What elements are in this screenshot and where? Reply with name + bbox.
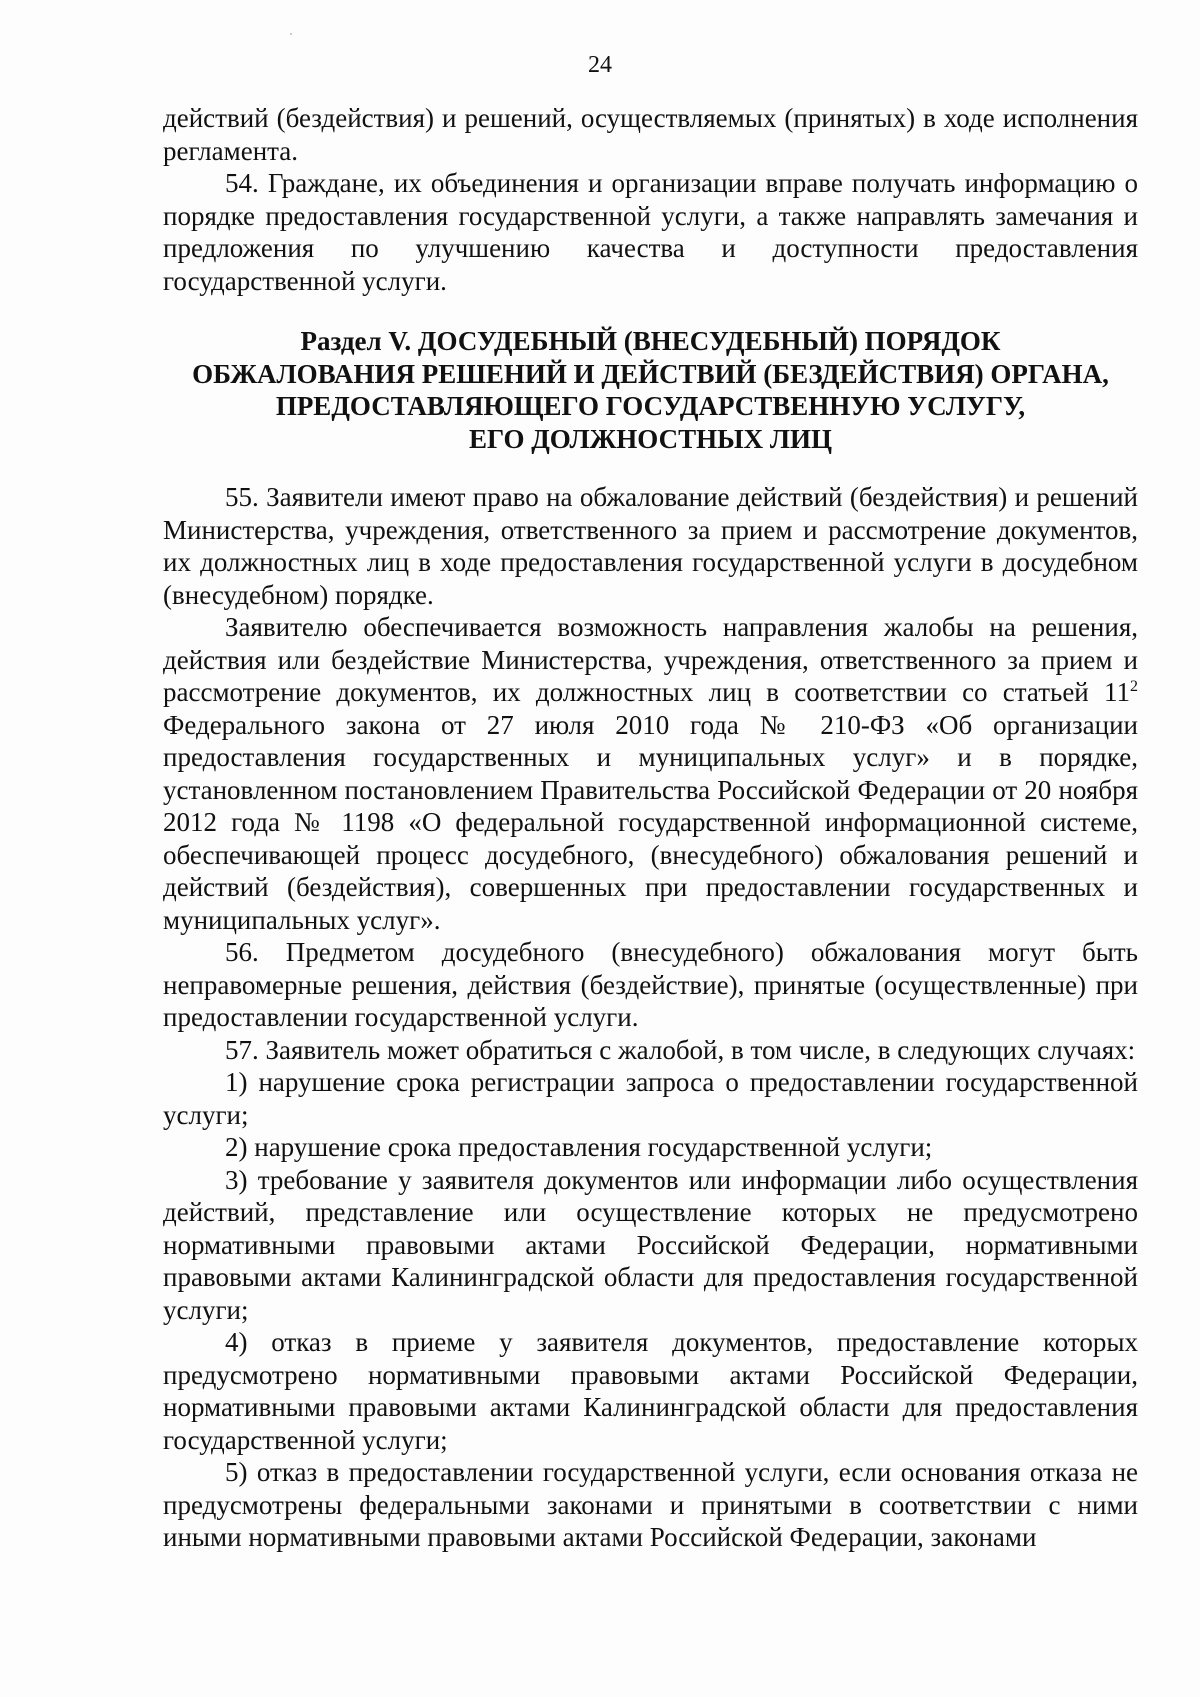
section-title-line: ПРЕДОСТАВЛЯЮЩЕГО ГОСУДАРСТВЕННУЮ УСЛУГУ, bbox=[275, 391, 1026, 421]
paragraph-55-complaint-right bbox=[163, 611, 1138, 936]
list-item: 3) требование у заявителя документов или информации либо осуществления действий, представление или осуществление которых не предусмотрено нормативными правовыми актами Российской Федерации, нормативными правовыми актами Калининградской области для предоставления государственной услуги; bbox=[163, 1164, 1138, 1325]
scan-speck bbox=[290, 33, 292, 35]
list-item: 2) нарушение срока предоставления государственной услуги; bbox=[225, 1132, 933, 1162]
section-title-line: ОБЖАЛОВАНИЯ РЕШЕНИЙ И ДЕЙСТВИЙ (БЕЗДЕЙСТВИЯ) ОРГАНА, bbox=[192, 358, 1109, 389]
paragraph-57: 57. Заявитель может обратиться с жалобой, в том числе, в следующих случаях: bbox=[225, 1034, 1136, 1065]
paragraph-55b-part1: Заявителю обеспечивается возможность направления жалобы на решения, действия или бездействие Министерства, учреждения, ответственного за прием и рассмотрение документов, их должностных лиц в соответствии со статьей 11 bbox=[163, 612, 1138, 707]
document-body bbox=[163, 102, 1138, 1554]
paragraph-55b-part2: Федерального закона от 27 июля 2010 года № 210-ФЗ «Об организации предоставления государственных и муниципальных услуг» и в порядке, установленном постановлением Правительства Российской Федерации от 20 ноября 2012 года № 1198 «О федеральной государственной информационной системе, обеспечивающей процесс досудебного, (внесудебного) обжалования решений и действий (бездействия), совершенных при предоставлении государственных и муниципальных услуг». bbox=[163, 709, 1138, 935]
page-number: 24 bbox=[588, 52, 612, 78]
section-title-line: ЕГО ДОЛЖНОСТНЫХ ЛИЦ bbox=[468, 423, 833, 454]
paragraph-55: 55. Заявители имеют право на обжалование действий (бездействия) и решений Министерства, учреждения, ответственного за прием и рассмотрение документов, их должностных лиц в ходе предоставления государственной услуги в досудебном (внесудебном) порядке. bbox=[163, 482, 1138, 610]
section-title-line: Раздел V. ДОСУДЕБНЫЙ (ВНЕСУДЕБНЫЙ) ПОРЯДОК bbox=[300, 326, 1001, 356]
section-title bbox=[163, 325, 1138, 455]
opening-paragraph: действий (бездействия) и решений, осуществляемых (принятых) в ходе исполнения регламента. bbox=[163, 103, 1138, 166]
list-item: 1) нарушение срока регистрации запроса о предоставлении государственной услуги; bbox=[163, 1067, 1138, 1130]
paragraph-56: 56. Предметом досудебного (внесудебного) обжалования могут быть неправомерные решения, действия (бездействие), принятые (осуществленные) при предоставлении государственной услуги. bbox=[163, 937, 1138, 1032]
list-item: 4) отказ в приеме у заявителя документов, предоставление которых предусмотрено нормативными правовыми актами Российской Федерации, нормативными правовыми актами Калининградской области для предоставления государственной услуги; bbox=[163, 1327, 1138, 1455]
article-superscript: 2 bbox=[1130, 678, 1138, 695]
list-item: 5) отказ в предоставлении государственной услуги, если основания отказа не предусмотрены федеральными законами и принятыми в соответствии с ними иными нормативными правовыми актами Российской Федерации, законами bbox=[163, 1457, 1138, 1552]
paragraph-54: 54. Граждане, их объединения и организации вправе получать информацию о порядке предоставления государственной услуги, а также направлять замечания и предложения по улучшению качества и доступности предоставления государственной услуги. bbox=[163, 168, 1138, 296]
